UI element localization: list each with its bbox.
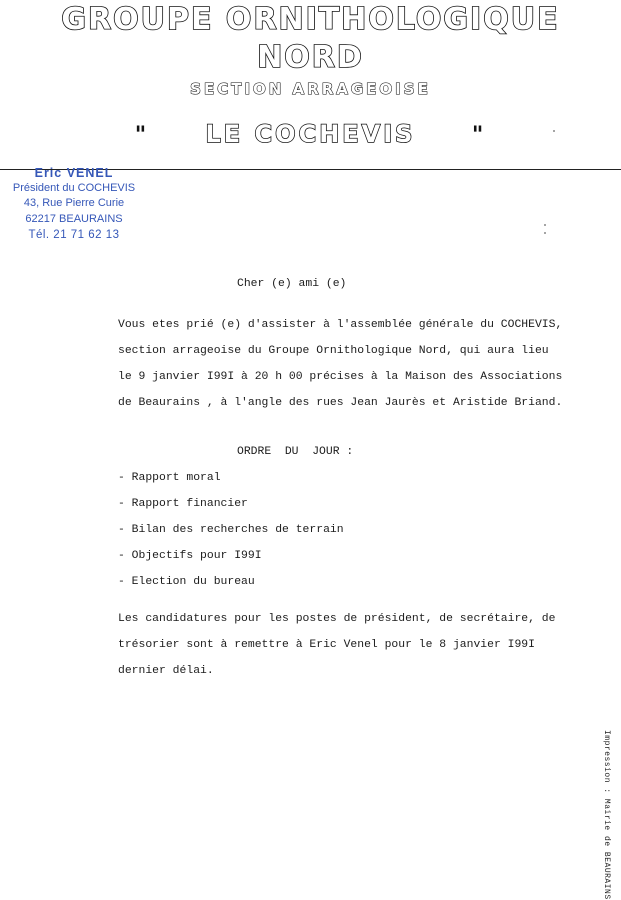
agenda-item: - Objectifs pour I99I	[118, 550, 262, 562]
section-subtitle: SECTION ARRAGEOISE	[190, 80, 431, 98]
paragraph-line: Vous etes prié (e) d'assister à l'assemblée générale du COCHEVIS,	[118, 319, 563, 331]
org-title-line1: GROUPE ORNITHOLOGIQUE	[61, 2, 560, 37]
agenda-item: - Rapport financier	[118, 498, 248, 510]
closing-line: Les candidatures pour les postes de président, de secrétaire, de	[118, 613, 556, 625]
open-quote: "	[134, 122, 150, 148]
printer-credit: Impression : Mairie de BEAURAINS	[602, 730, 611, 900]
stamp-phone: Tél. 21 71 62 13	[28, 229, 120, 241]
agenda-item: - Election du bureau	[118, 576, 255, 588]
paper-speck	[553, 130, 555, 132]
org-title-line2: NORD	[257, 40, 364, 75]
stamp-name: Eric VENEL	[34, 166, 114, 180]
bulletin-name: LE COCHEVIS	[205, 120, 416, 148]
paper-speck	[544, 224, 546, 226]
greeting: Cher (e) ami (e)	[237, 278, 347, 290]
closing-line: trésorier sont à remettre à Eric Venel pour le 8 janvier I99I	[118, 639, 535, 651]
paragraph-line: de Beaurains , à l'angle des rues Jean Jaurès et Aristide Briand.	[118, 397, 563, 409]
agenda-title: ORDRE DU JOUR :	[237, 446, 354, 458]
paragraph-line: le 9 janvier I99I à 20 h 00 précises à la Maison des Associations	[118, 371, 563, 383]
paper-speck	[544, 232, 546, 234]
close-quote: "	[471, 122, 487, 148]
paragraph-line: section arrageoise du Groupe Ornithologique Nord, qui aura lieu	[118, 345, 549, 357]
closing-line: dernier délai.	[118, 665, 214, 677]
agenda-item: - Bilan des recherches de terrain	[118, 524, 344, 536]
stamp-city: 62217 BEAURAINS	[25, 213, 123, 225]
agenda-item: - Rapport moral	[118, 472, 221, 484]
stamp-address: 43, Rue Pierre Curie	[23, 197, 125, 209]
bulletin-name-line	[0, 120, 621, 148]
stamp-role: Président du COCHEVIS	[12, 182, 136, 194]
